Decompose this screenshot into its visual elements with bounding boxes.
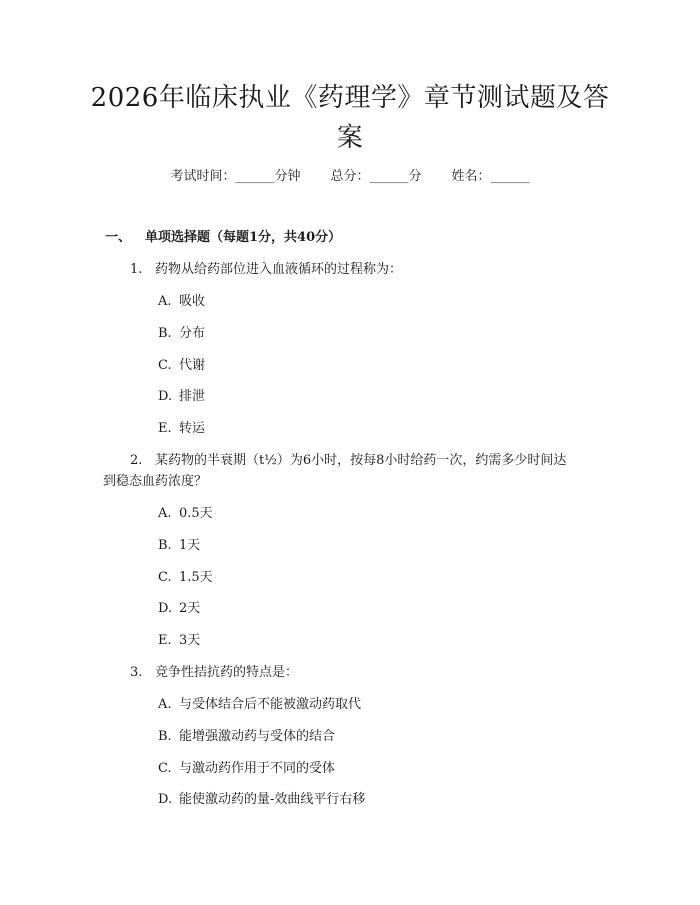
option-letter: D.: [158, 389, 173, 404]
option-text: 排泄: [179, 389, 206, 404]
document-title: 2026年临床执业《药理学》章节测试题及答案: [90, 83, 610, 153]
student-name-field: 姓名：______: [451, 169, 530, 184]
option-letter: A.: [158, 506, 172, 521]
option-text: 代谢: [179, 358, 206, 373]
option-text: 3天: [179, 633, 201, 648]
option-text: 吸收: [179, 294, 206, 309]
exam-info-line: [0, 167, 700, 187]
option-text: 0.5天: [179, 506, 213, 521]
option-text: 与受体结合后不能被激动药取代: [179, 697, 362, 712]
option-text: 1.5天: [179, 570, 213, 585]
question-2-continuation: 到稳态血药浓度？: [103, 474, 208, 489]
option-letter: C.: [158, 761, 172, 776]
option-letter: A.: [158, 294, 172, 309]
option-text: 与激动药作用于不同的受体: [179, 761, 336, 776]
option-letter: D.: [158, 601, 173, 616]
option-3a: [158, 695, 361, 715]
exam-time-field: 考试时间：______分钟: [170, 169, 301, 184]
question-number: 2.: [130, 453, 143, 468]
option-letter: C.: [158, 358, 172, 373]
option-1d: [158, 387, 205, 407]
question-text: 竞争性拮抗药的特点是：: [155, 665, 299, 680]
question-3: [130, 663, 298, 683]
option-letter: A.: [158, 697, 172, 712]
option-1b: [158, 324, 205, 344]
total-score-field: 总分：______分: [330, 169, 422, 184]
option-text: 1天: [179, 538, 201, 553]
option-text: 转运: [179, 421, 206, 436]
question-text: 药物从给药部位进入血液循环的过程称为：: [155, 262, 403, 277]
option-letter: B.: [158, 729, 172, 744]
question-number: 1.: [130, 262, 143, 277]
option-2e: [158, 631, 200, 651]
section-title: 单项选择题（每题1分，共40分）: [145, 230, 342, 245]
option-text: 2天: [179, 601, 201, 616]
option-1a: [158, 292, 205, 312]
option-letter: B.: [158, 326, 172, 341]
question-2: [130, 451, 566, 471]
option-2d: [158, 599, 200, 619]
option-text: 能增强激动药与受体的结合: [179, 729, 336, 744]
option-2c: [158, 568, 213, 588]
option-3d: [158, 790, 365, 810]
option-letter: E.: [158, 633, 172, 648]
question-text: 某药物的半衰期（t½）为6小时，按每8小时给药一次，约需多少时间达: [155, 453, 567, 468]
option-3c: [158, 759, 335, 779]
option-2b: [158, 536, 200, 556]
section-number: 一、: [105, 230, 132, 245]
option-letter: D.: [158, 792, 173, 807]
option-letter: C.: [158, 570, 172, 585]
option-1e: [158, 419, 205, 439]
option-letter: E.: [158, 421, 172, 436]
option-3b: [158, 727, 335, 747]
option-text: 能使激动药的量-效曲线平行右移: [179, 792, 366, 807]
option-text: 分布: [179, 326, 206, 341]
option-1c: [158, 356, 205, 376]
question-number: 3.: [130, 665, 143, 680]
section-heading: [105, 228, 341, 248]
option-letter: B.: [158, 538, 172, 553]
option-2a: [158, 504, 213, 524]
question-1: [130, 260, 402, 280]
